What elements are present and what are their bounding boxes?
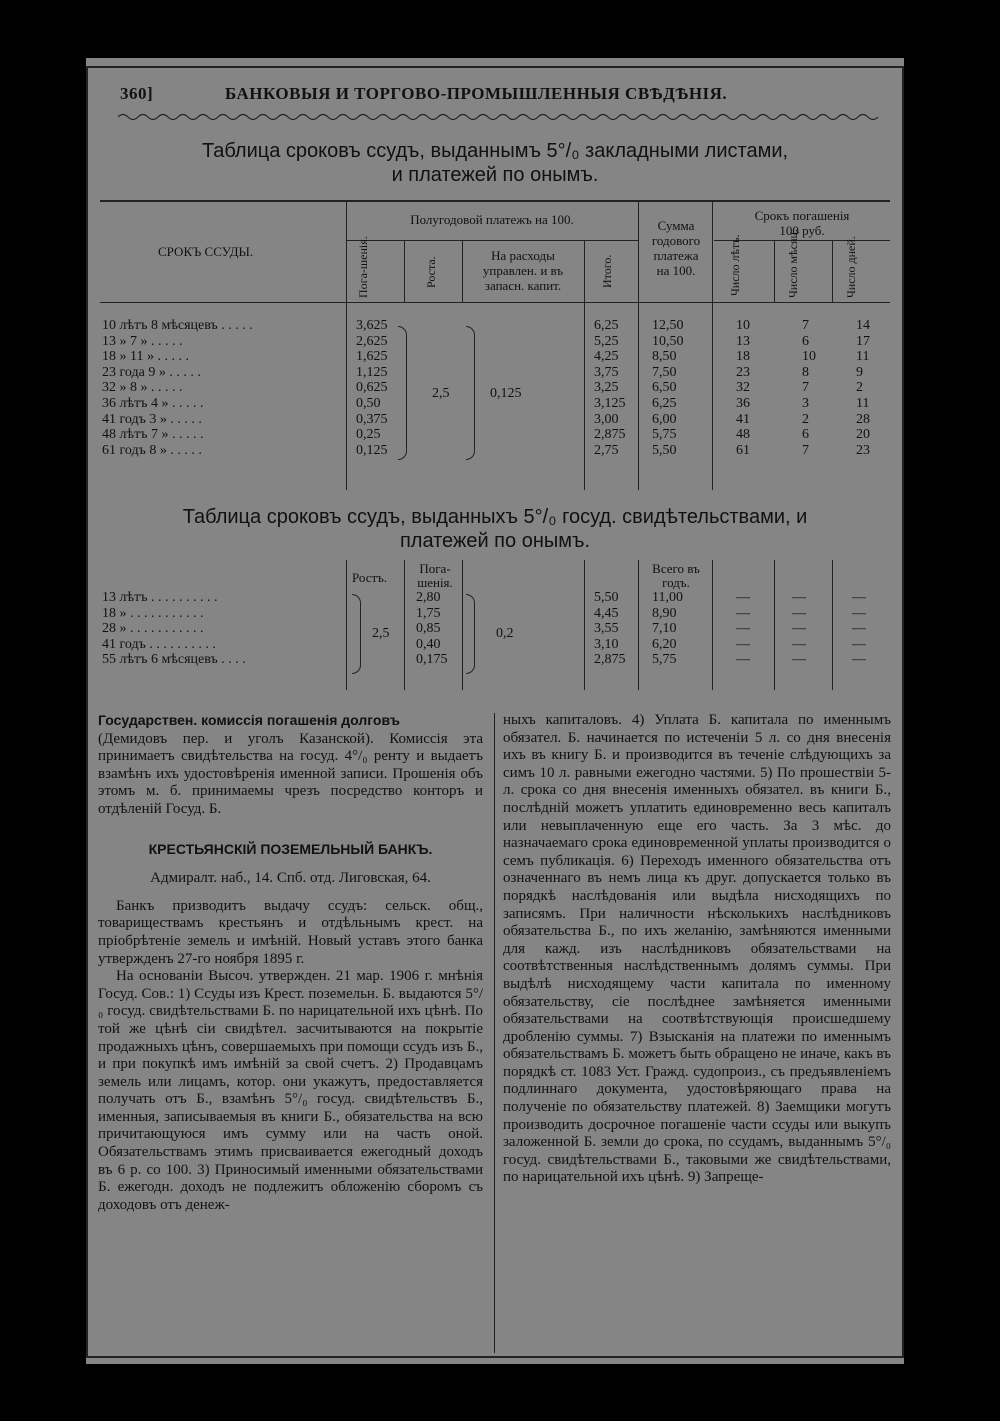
table2-cell-dash: — (792, 652, 806, 668)
table1-cell-itogo: 3,75 (594, 364, 619, 380)
table1-cell-itogo: 3,25 (594, 380, 619, 396)
table1-col-pogash: Пога-шенія. (356, 236, 370, 298)
table2-col-pogash (406, 562, 464, 590)
table1-cell-dney: 2 (856, 380, 863, 396)
table2-cell-itogo: 3,55 (594, 621, 619, 637)
table1-col-rashody-line2: управлен. и въ (482, 263, 564, 278)
bank-paragraph-1: Банкъ призводитъ выдачу ссудъ: сельск. общ., товариществамъ крестьянъ и отдѣльнымъ крест. на пріобрѣтеніе земель и имѣній. Новый уставъ этого банка утвержденъ 27-го ноября 1895 г. (98, 897, 483, 967)
table1-cell-let: 32 (736, 380, 750, 396)
table1-cell-pogash: 1,625 (356, 349, 388, 365)
right-column-text: ныхъ капиталовъ. 4) Уплата Б. капитала по именнымъ обязател. Б. начинается по истеченіи 5 л. со дня внесенія ихъ въ книгу Б. и производится въ теченіе слѣдующихъ за симъ 10 л. равными ежегодно частями. 5) По прошествіи 5-л. срока со дня внесенія именныхъ обязател. въ книги Б., послѣдній можетъ уплатить единовременно весь капиталъ или невыплаченную еще его часть. За 3 мѣс. до назначаемаго срока единовременной уплаты производится о семъ публикація. 6) Переходъ именного обязательства отъ означеннаго въ немъ лица къ друг. допускается только въ порядкѣ наслѣдованія или выдѣла нисходящихъ по записямъ. При наличности нѣсколькихъ наслѣдниковъ обязательства Б., по ихъ желанію, замѣняются именными для кажд. изъ наслѣдниковъ обязательствами на соотвѣтственныя наслѣдственнымъ долямъ суммы. При выдѣлѣ нисходящему части капитала по именному обязательству, сіе послѣднее замѣняется именными обязательствами на соотвѣтствующія происшедшему дробленію суммы. 7) Взысканія на платежи по именнымъ обязательствамъ Б. можетъ быть обращено не иначе, какъ въ порядкѣ ст. 1083 Уст. Гражд. судопроиз., съ предъявленіемъ подлиннаго документа, удостовѣряющаго права на полученіе по обязательству платежей. 8) Заемщики могутъ производить досрочное погашеніе части ссуды или выкупъ заложенной Б. земли до срока, по ссудамъ, выданнымъ 5°/₀ госуд. свидѣтельствами Б., таковыми же свидѣтельствами, по нарицательной ихъ цѣнѣ. 9) Запреще- (503, 712, 891, 1186)
table1-col-group-term (714, 208, 890, 238)
table2-cell-dash: — (852, 636, 866, 652)
table2-cell-dash: — (852, 605, 866, 621)
table1-vrule (584, 240, 585, 490)
table2-rost-brace (352, 594, 361, 674)
table2-vrule (774, 560, 775, 690)
table1-cell-term: 18 » 11 » . . . . . (102, 349, 189, 365)
table2-col-rost: Ростъ. (352, 570, 388, 585)
table1-col-itogo: Итого. (600, 254, 614, 288)
table1-col-summa-line4: на 100. (656, 263, 696, 278)
table1-col-rashody (463, 248, 583, 293)
table1-rashody-brace (466, 326, 475, 460)
table2-cell-itogo: 2,875 (594, 652, 626, 668)
table2-vrule (712, 560, 713, 690)
table2-vrule (346, 560, 347, 690)
table1-cell-mes: 10 (802, 349, 816, 365)
table1-cell-itogo: 2,875 (594, 427, 626, 443)
page-frame-top (86, 66, 904, 68)
table1-vrule (404, 240, 405, 302)
table1-title-line1: Таблица сроковъ ссудъ, выданнымъ 5°/₀ закладными листами, (201, 140, 789, 162)
table1-cell-term: 32 » 8 » . . . . . (102, 380, 183, 396)
table2-cell-term: 28 » . . . . . . . . . . . (102, 621, 204, 637)
table1-cell-term: 41 годъ 3 » . . . . . (102, 411, 202, 427)
table1-col-summa-line1: Сумма (657, 218, 695, 233)
table1-cell-mes: 7 (802, 442, 809, 458)
table1-cell-let: 61 (736, 442, 750, 458)
table1-cell-let: 23 (736, 364, 750, 380)
commission-text: (Демидовъ пер. и уголъ Казанской). Комиссія эта принимаетъ свидѣтельства на госуд. 4°/₀ ренту и выдаетъ взамѣнъ ихъ удостовѣренія именной записи. Прошенія объ этомъ м. б. принимаемы чрезъ посредство конторъ и отдѣленій Госуд. Б. (98, 730, 483, 817)
table1-col-let: Число лѣтъ. (728, 234, 742, 296)
table1-cell-let: 18 (736, 349, 750, 365)
table1-cell-mes: 3 (802, 396, 809, 411)
table1-cell-mes: 6 (802, 333, 809, 349)
table2-cell-vsego: 11,00 (652, 590, 683, 605)
table2-cell-vsego: 7,10 (652, 621, 677, 637)
page-frame-left (86, 66, 88, 1358)
table2-cell-itogo: 5,50 (594, 590, 619, 605)
table1-cell-term: 61 годъ 8 » . . . . . (102, 442, 202, 458)
running-title: БАНКОВЫЯ И ТОРГОВО-ПРОМЫШЛЕННЫЯ СВѢДѢНІЯ. (225, 84, 728, 103)
table1-vrule (712, 200, 713, 490)
table1-cell-let: 36 (736, 396, 750, 411)
table1-cell-term: 10 лѣтъ 8 мѣсяцевъ . . . . . (102, 318, 253, 333)
table1-cell-mes: 6 (802, 427, 809, 443)
table2-cell-dash: — (736, 590, 750, 605)
table2-cell-dash: — (792, 605, 806, 621)
table1-cell-dney: 28 (856, 411, 870, 427)
table1-cell-summa: 8,50 (652, 349, 677, 365)
page-number: 360] (120, 84, 154, 103)
table2-rashody-value: 0,2 (496, 626, 514, 641)
table2-cell-dash: — (852, 621, 866, 637)
bank-title: КРЕСТЬЯНСКІЙ ПОЗЕМЕЛЬНЫЙ БАНКЪ. (148, 840, 433, 857)
left-column (98, 712, 483, 1214)
table1-cell-pogash: 2,625 (356, 333, 388, 349)
table1-cell-itogo: 6,25 (594, 318, 619, 333)
table1-cell-term: 36 лѣтъ 4 » . . . . . (102, 396, 204, 411)
page-frame-bottom (86, 1356, 904, 1358)
table1-cell-term: 13 » 7 » . . . . . (102, 333, 183, 349)
table1-cell-dney: 23 (856, 442, 870, 458)
table2-cell-dash: — (736, 605, 750, 621)
table1-cell-let: 41 (736, 411, 750, 427)
table1-cell-pogash: 1,125 (356, 364, 388, 380)
table1-cell-pogash: 0,50 (356, 396, 381, 411)
commission-title: Государствен. комиссія погашенія долговъ (98, 712, 400, 728)
table1-cell-term: 23 года 9 » . . . . . (102, 364, 201, 380)
table1-top-rule (100, 200, 890, 202)
table1-col-summa-line2: годового (651, 233, 701, 248)
table2-col-vsego-line1: Всего въ (652, 561, 700, 576)
table1-cell-dney: 20 (856, 427, 870, 443)
table1-title-line2: и платежей по онымъ. (391, 164, 599, 186)
table1-cell-itogo: 5,25 (594, 333, 619, 349)
table1-rashody-value: 0,125 (490, 386, 522, 401)
table1-cell-dney: 11 (856, 349, 870, 365)
table1-cell-summa: 5,75 (652, 427, 677, 443)
table1-cell-itogo: 4,25 (594, 349, 619, 365)
table2-cell-term: 41 годъ . . . . . . . . . . (102, 636, 216, 652)
table1-cell-let: 48 (736, 427, 750, 443)
table2-cell-dash: — (852, 590, 866, 605)
table2-cell-dash: — (736, 652, 750, 668)
table1-cell-dney: 9 (856, 364, 863, 380)
table1-cell-itogo: 3,125 (594, 396, 626, 411)
table1-cell-mes: 7 (802, 318, 809, 333)
table1-cell-summa: 5,50 (652, 442, 677, 458)
table2-cell-pogash: 1,75 (416, 605, 441, 621)
table2-cell-itogo: 3,10 (594, 636, 619, 652)
table2-vrule (584, 560, 585, 690)
table1-cell-dney: 17 (856, 333, 870, 349)
table2-cell-dash: — (736, 636, 750, 652)
table2-cell-pogash: 0,40 (416, 636, 441, 652)
table2-rashody-brace (466, 594, 475, 674)
table1-cell-summa: 7,50 (652, 364, 677, 380)
table1-cell-pogash: 0,25 (356, 427, 381, 443)
table1-cell-pogash: 3,625 (356, 318, 388, 333)
table2-col-pogash-line1: Пога- (419, 561, 451, 576)
table1-cell-summa: 6,25 (652, 396, 677, 411)
table2-col-pogash-line2: шенія. (417, 575, 453, 590)
table2-title-line1: Таблица сроковъ ссудъ, выданныхъ 5°/₀ госуд. свидѣтельствами, и (182, 506, 808, 528)
table2-cell-term: 18 » . . . . . . . . . . . (102, 605, 204, 621)
table1-vrule (462, 240, 463, 302)
table2-cell-pogash: 2,80 (416, 590, 441, 605)
table1-cell-pogash: 0,625 (356, 380, 388, 396)
table1-col-mes: Число мѣсяц. (786, 229, 800, 298)
page-frame-right (902, 66, 904, 1358)
table2-col-vsego-line2: годъ. (662, 575, 690, 590)
table2-vrule (462, 560, 463, 690)
column-separator (494, 713, 495, 1353)
table1-cell-summa: 6,50 (652, 380, 677, 396)
table1-col-group-payment: Полугодовой платежъ на 100. (410, 212, 574, 227)
table1-cell-itogo: 3,00 (594, 411, 619, 427)
table1-vrule (832, 240, 833, 302)
table2-title-line2: платежей по онымъ. (399, 530, 591, 552)
table2-cell-dash: — (792, 590, 806, 605)
table1-cell-let: 13 (736, 333, 750, 349)
table2-rost-value: 2,5 (372, 626, 390, 641)
table2-cell-pogash: 0,175 (416, 652, 448, 668)
table2-cell-pogash: 0,85 (416, 621, 441, 637)
table2-col-vsego (640, 562, 712, 590)
table1-cell-dney: 11 (856, 396, 870, 411)
table1-vrule (638, 200, 639, 490)
table1-col-dney: Число дней. (844, 236, 858, 298)
table1-col-term: СРОКЪ ССУДЫ. (158, 244, 254, 259)
table1-col-group-term-line2: 100 руб. (779, 223, 825, 238)
table2-cell-vsego: 5,75 (652, 652, 677, 668)
table1-cell-summa: 10,50 (652, 333, 684, 349)
table2-cell-vsego: 8,90 (652, 605, 677, 621)
table1-cell-mes: 2 (802, 411, 809, 427)
table1-col-rashody-line1: На расходы (491, 248, 555, 263)
table1-cell-let: 10 (736, 318, 750, 333)
table1-cell-summa: 6,00 (652, 411, 677, 427)
table1-cell-mes: 7 (802, 380, 809, 396)
table2-cell-vsego: 6,20 (652, 636, 677, 652)
table2-cell-term: 13 лѣтъ . . . . . . . . . . (102, 590, 218, 605)
table1-header-bottom-rule (100, 302, 890, 303)
table2-vrule (832, 560, 833, 690)
table1-col-summa-line3: платежа (653, 248, 699, 263)
table2-vrule (638, 560, 639, 690)
bank-address: Адмиралт. наб., 14. Спб. отд. Лиговская, 64. (150, 870, 431, 887)
table1-col-rashody-line3: запасн. капит. (484, 278, 562, 293)
table1-col-summa (640, 218, 712, 278)
right-column (503, 712, 891, 1187)
table1-cell-pogash: 0,125 (356, 442, 388, 458)
table2-cell-dash: — (736, 621, 750, 637)
bank-paragraph-2: На основаніи Высоч. утвержден. 21 мар. 1906 г. мнѣнія Госуд. Сов.: 1) Ссуды изъ Крест. поземельн. Б. выдаются 5°/₀ госуд. свидѣтельствами Б. по нарицательной ихъ цѣнѣ. По той же цѣнѣ сіи свидѣтел. засчитываются на покрытіе продажныхъ цѣнъ, совершаемыхъ при помощи ссудъ изъ Б., и при покупкѣ имъ имѣній за свой счетъ. 2) Продавцамъ земель или лицамъ, котор. они укажутъ, предоставляется получать отъ Б., взамѣнъ 5°/₀ госуд. свидѣтельствъ Б., именныя, записываемыя въ книги Б., обязательства на всю причитающуюся имъ сумму или на часть оной. Обязательствамъ этимъ присваивается ежегодный доходъ въ 6 р. со 100. 3) Приносимый именными обязательствами Б. ежегодн. доходъ не подлежитъ обложенію сборомъ съ доходовъ отъ денеж- (98, 968, 483, 1213)
table1-cell-term: 48 лѣтъ 7 » . . . . . (102, 427, 204, 443)
table1-rost-brace (398, 326, 407, 460)
table2-vrule (404, 560, 405, 690)
table1-cell-itogo: 2,75 (594, 442, 619, 458)
table1-cell-pogash: 0,375 (356, 411, 388, 427)
table2-cell-dash: — (792, 636, 806, 652)
table1-cell-dney: 14 (856, 318, 870, 333)
table2-cell-dash: — (792, 621, 806, 637)
table1-col-group-term-line1: Срокъ погашенія (754, 208, 850, 223)
table1-vrule (346, 200, 347, 490)
table1-cell-summa: 12,50 (652, 318, 684, 333)
table1-vrule (774, 240, 775, 302)
table2-cell-itogo: 4,45 (594, 605, 619, 621)
table1-rost-value: 2,5 (432, 386, 450, 401)
table2-cell-dash: — (852, 652, 866, 668)
table1-col-rost: Роста. (424, 256, 438, 288)
table1-subheader-rule (346, 240, 638, 241)
header-wave-rule (118, 112, 888, 122)
table2-cell-term: 55 лѣтъ 6 мѣсяцевъ . . . . (102, 652, 246, 668)
table1-cell-mes: 8 (802, 364, 809, 380)
